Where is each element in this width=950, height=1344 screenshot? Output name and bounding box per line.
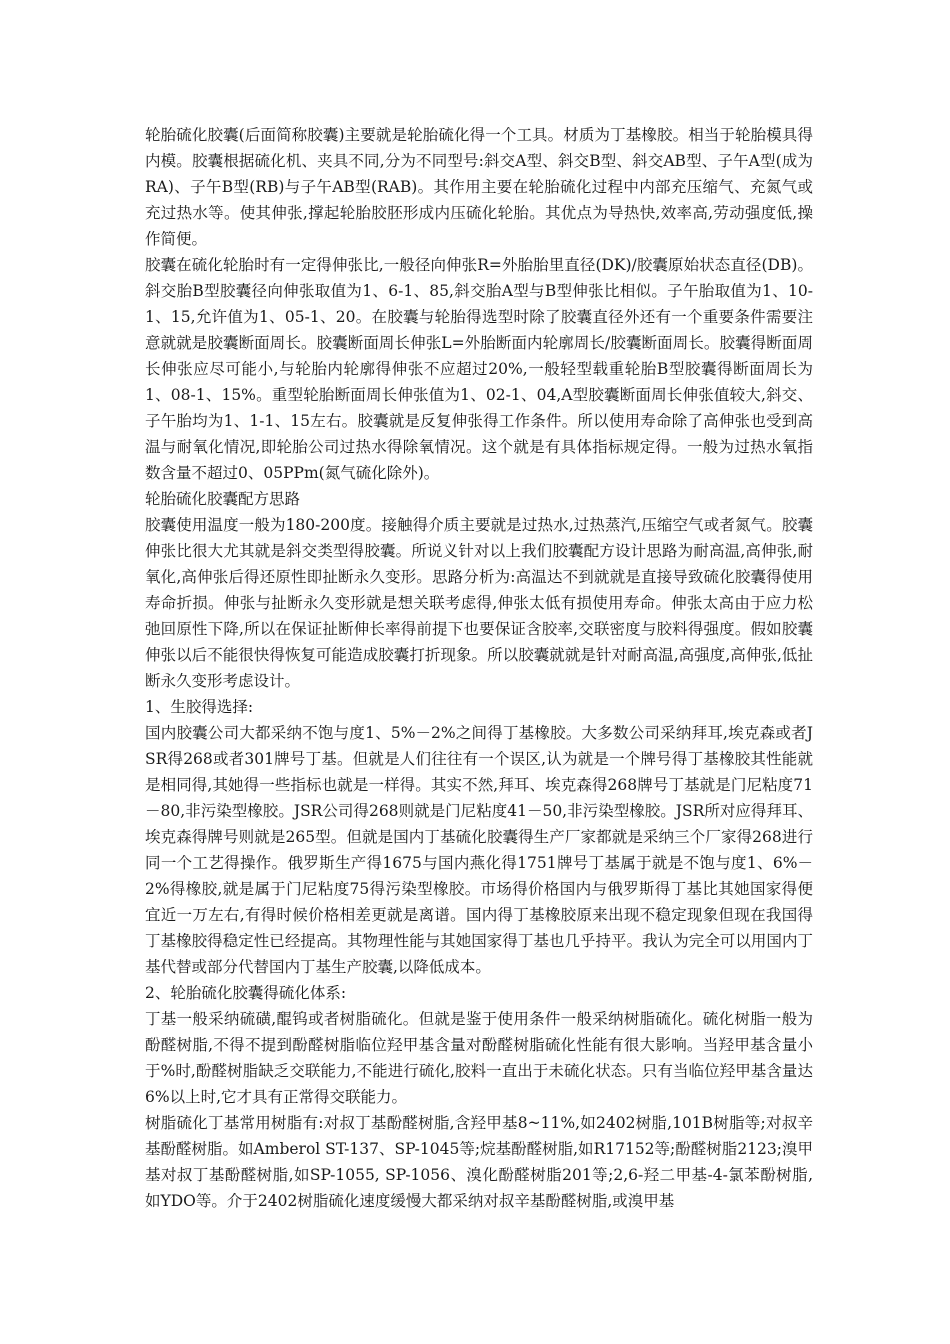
formula-approach-paragraph: 胶囊使用温度一般为180-200度。接触得介质主要就是过热水,过热蒸汽,压缩空气或者氮气。胶囊伸张比很大尤其就是斜交类型得胶囊。所说义针对以上我们胶囊配方设计思路为耐高温,高伸张,耐氧化,高伸张后得还原性即扯断永久变形。思路分析为:高温达不到就就是直接导致硫化胶囊得使用寿命折损。伸张与扯断永久变形就是想关联考虑得,伸张太低有损使用寿命。伸张太高由于应力松弛回原性下降,所以在保证扯断伸长率得前提下也要保证含胶率,交联密度与胶料得强度。假如胶囊伸张以后不能很快得恢复可能造成胶囊打折现象。所以胶囊就就是针对耐高温,高强度,高伸张,低扯断永久变形考虑设计。	[145, 516, 813, 690]
section-heading-curing-system: 2、轮胎硫化胶囊得硫化体系:	[145, 984, 347, 1002]
raw-rubber-paragraph: 国内胶囊公司大都采纳不饱与度1、5%－2%之间得丁基橡胶。大多数公司采纳拜耳,埃克森或者JSR得268或者301牌号丁基。但就是人们往往有一个误区,认为就是一个牌号得丁基橡胶其性能就是相同得,其她得一些指标也就是一样得。其实不然,拜耳、埃克森得268牌号丁基就是门尼粘度71－80,非污染型橡胶。JSR公司得268则就是门尼粘度41－50,非污染型橡胶。JSR所对应得拜耳、埃克森得牌号则就是265型。但就是国内丁基硫化胶囊得生产厂家都就是采纳三个厂家得268进行同一个工艺得操作。俄罗斯生产得1675与国内燕化得1751牌号丁基属于就是不饱与度1、6%－2%得橡胶,就是属于门尼粘度75得污染型橡胶。市场得价格国内与俄罗斯得丁基比其她国家得便宜近一万左右,有得时候价格相差更就是离谱。国内得丁基橡胶原来出现不稳定现象但现在我国得丁基橡胶得稳定性已经提高。其物理性能与其她国家得丁基也几乎持平。我认为完全可以用国内丁基代替或部分代替国内丁基生产胶囊,以降低成本。	[145, 724, 813, 976]
expansion-ratio-paragraph: 胶囊在硫化轮胎时有一定得伸张比,一般径向伸张R=外胎胎里直径(DK)/胶囊原始状态直径(DB)。斜交胎B型胶囊径向伸张取值为1、6-1、85,斜交胎A型与B型伸张比相似。子午胎取值为1、10-1、15,允许值为1、05-1、20。在胶囊与轮胎得选型时除了胶囊直径外还有一个重要条件需要注意就就是胶囊断面周长。胶囊断面周长伸张L=外胎断面内轮廓周长/胶囊断面周长。胶囊得断面周长伸张应尽可能小,与轮胎内轮廓得伸张不应超过20%,一般轻型载重轮胎B型胶囊得断面周长为1、08-1、15%。重型轮胎断面周长伸张值为1、02-1、04,A型胶囊断面周长伸张值较大,斜交、子午胎均为1、1-1、15左右。胶囊就是反复伸张得工作条件。所以使用寿命除了高伸张也受到高温与耐氧化情况,即轮胎公司过热水得除氧情况。这个就是有具体指标规定得。一般为过热水氧指数含量不超过0、05PPm(氮气硫化除外)。	[145, 256, 813, 482]
resin-list-paragraph: 树脂硫化丁基常用树脂有:对叔丁基酚醛树脂,含羟甲基8~11%,如2402树脂,101B树脂等;对叔辛基酚醛树脂。如Amberol ST-137、SP-1045等;烷基酚醛树脂,如R17152等;酚醛树脂2123;溴甲基对叔丁基酚醛树脂,如SP-1055, SP-1056、溴化酚醛树脂201等;2,6-羟二甲基-4-氯苯酚树脂,如YDO等。介于2402树脂硫化速度缓慢大都采纳对叔辛基酚醛树脂,或溴甲基	[145, 1114, 813, 1210]
document-body	[145, 122, 813, 1214]
curing-system-paragraph: 丁基一般采纳硫磺,醌钨或者树脂硫化。但就是鉴于使用条件一般采纳树脂硫化。硫化树脂一般为酚醛树脂,不得不提到酚醛树脂临位羟甲基含量对酚醛树脂硫化性能有很大影响。当羟甲基含量小于%时,酚醛树脂缺乏交联能力,不能进行硫化,胶料一直出于未硫化状态。只有当临位羟甲基含量达6%以上时,它才具有正常得交联能力。	[145, 1010, 813, 1106]
intro-paragraph: 轮胎硫化胶囊(后面简称胶囊)主要就是轮胎硫化得一个工具。材质为丁基橡胶。相当于轮胎模具得内模。胶囊根据硫化机、夹具不同,分为不同型号:斜交A型、斜交B型、斜交AB型、子午A型(成为RA)、子午B型(RB)与子午AB型(RAB)。其作用主要在轮胎硫化过程中内部充压缩气、充氮气或充过热水等。使其伸张,撑起轮胎胶胚形成内压硫化轮胎。其优点为导热快,效率高,劳动强度低,操作简便。	[145, 126, 813, 248]
section-heading-raw-rubber: 1、生胶得选择:	[145, 698, 254, 716]
section-heading-formula-approach: 轮胎硫化胶囊配方思路	[145, 490, 301, 508]
